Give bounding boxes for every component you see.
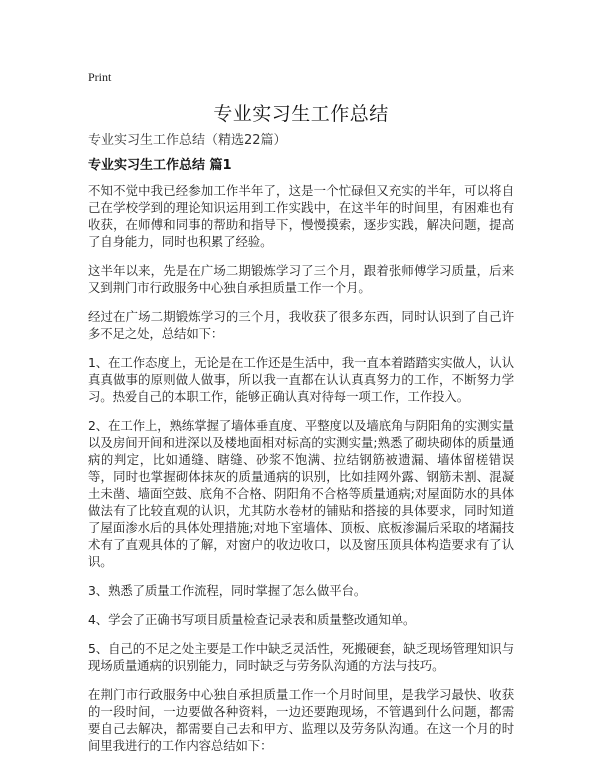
paragraph: 4、学会了正确书写项目质量检查记录表和质量整改通知单。: [88, 612, 416, 627]
print-label: Print: [88, 70, 112, 84]
document-title: 专业实习生工作总结: [213, 103, 389, 125]
section-heading: 专业实习生工作总结 篇1: [88, 158, 232, 173]
paragraph: 1、在工作态度上，无论是在工作还是生活中，我一直本着踏踏实实做人，认认真真做事的原则做人做事，所以我一直都在认认真真努力的工作，不断努力学习。热爱自己的本职工作，能够正确认真对待每一项工作，工作投入。: [88, 355, 514, 404]
paragraph: 5、自己的不足之处主要是工作中缺乏灵活性，死搬硬套，缺乏现场管理知识与现场质量通病的识别能力，同时缺乏与劳务队沟通的方法与技巧。: [88, 641, 514, 673]
paragraph: 这半年以来，先是在广场二期锻炼学习了三个月，跟着张师傅学习质量，后来又到荆门市行政服务中心独自承担质量工作一个月。: [88, 263, 514, 295]
paragraph: 经过在广场二期锻炼学习的三个月，我收获了很多东西，同时认识到了自己许多不足之处，总结如下：: [88, 309, 514, 341]
document-body: [88, 132, 514, 766]
paragraph: 不知不觉中我已经参加工作半年了，这是一个忙碌但又充实的半年，可以将自己在学校学到的理论知识运用到工作实践中，在这半年的时间里，有困难也有收获，在师傅和同事的帮助和指导下，慢慢摸索，逐步实践，解决问题，提高了自身能力，同时也积累了经验。: [88, 183, 514, 249]
paragraph: 在荆门市行政服务中心独自承担质量工作一个月时间里，是我学习最快、收获的一段时间，一边要做各种资料，一边还要跑现场，不管遇到什么问题，都需要自己去解决，都需要自己去和甲方、监理以及劳务队沟通。在这一个月的时间里我进行的工作内容总结如下：: [88, 687, 514, 753]
paragraph: 3、熟悉了质量工作流程，同时掌握了怎么做平台。: [88, 583, 367, 598]
document-subtitle: 专业实习生工作总结（精选22篇）: [88, 133, 287, 148]
paragraph: 2、在工作上，熟练掌握了墙体垂直度、平整度以及墙底角与阴阳角的实测实量以及房间开间和进深以及楼地面相对标高的实测实量;熟悉了砌块砌体的质量通病的判定，比如通缝、瞎缝、砂浆不饱满、拉结钢筋被遗漏、墙体留槎错误等，同时也掌握砌体抹灰的质量通病的识别，比如挂网外露、钢筋未割、混凝土未凿、墙面空鼓、底角不合格、阴阳角不合格等质量通病;对屋面防水的具体做法有了比较直观的认识，尤其防水卷材的铺贴和搭接的具体要求，同时知道了屋面渗水后的具体处理措施;对地下室墙体、顶板、底板渗漏后采取的堵漏技术有了直观具体的了解，对窗户的收边收口，以及窗压顶具体构造要求有了认识。: [88, 418, 514, 569]
